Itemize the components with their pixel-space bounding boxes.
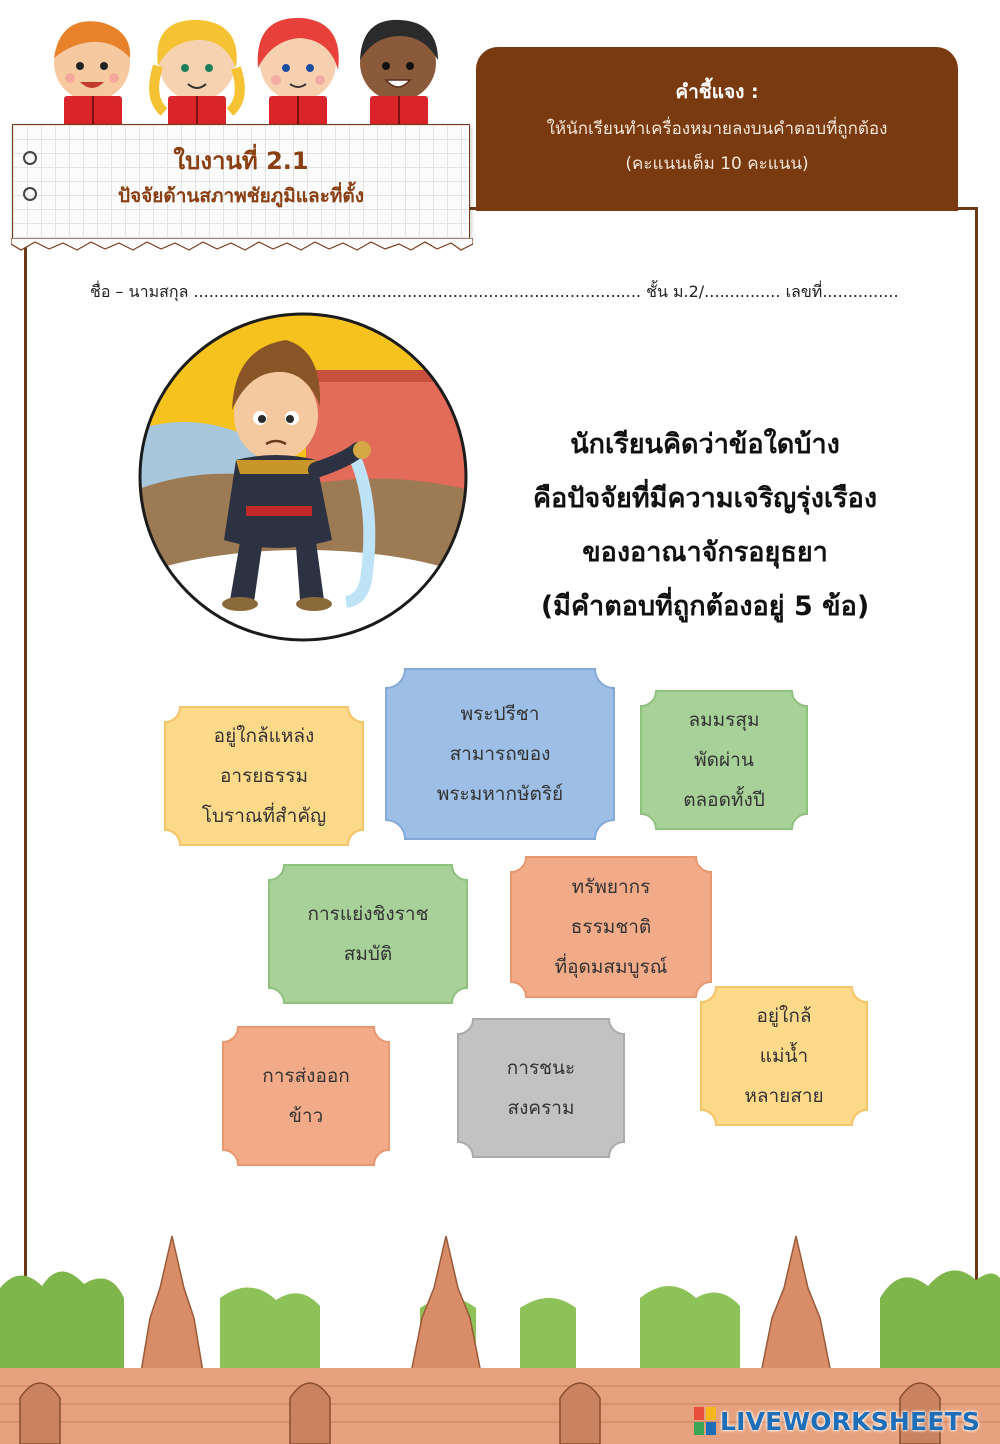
liveworksheets-icon [694,1407,716,1435]
question-hint: (มีคำตอบที่ถูกต้องอยู่ 5 ข้อ) [540,591,870,622]
answer-option-label: ทรัพยากร ธรรมชาติ ที่อุดมสมบูรณ์ [554,876,668,978]
instructions-box [476,47,958,211]
question-line-3: ของอาณาจักรอยุธยา [582,537,828,568]
answer-option-king-ability[interactable] [385,668,615,840]
liveworksheets-brand: LIVEWORKSHEETS [720,1406,981,1436]
instructions-title: คำชี้แจง : [675,81,759,103]
title-card [12,124,470,240]
answer-option-throne-struggle[interactable] [268,864,468,1004]
kid-4 [360,20,438,130]
liveworksheets-logo [694,1404,980,1438]
answer-option-label: การส่งออก ข้าว [262,1065,350,1127]
answer-option-ancient-civilization[interactable] [164,706,364,846]
kids-reading-illustration [40,8,460,133]
answer-option-monsoon[interactable] [640,690,808,830]
student-info-line: ชื่อ – นามสกุล ........................................................................................ ชั้น ม.2/............... เลขที่............... [90,282,899,301]
kid-1 [54,21,130,130]
worksheet-number: ใบงานที่ 2.1 [173,147,309,175]
question-text [500,418,910,634]
answer-option-natural-resources[interactable] [510,856,712,998]
worksheet-topic: ปัจจัยด้านสภาพชัยภูมิและที่ตั้ง [117,185,365,207]
kid-3 [258,18,339,130]
answer-option-rice-export[interactable] [222,1026,390,1166]
answer-option-label: การแย่งชิงราช สมบัติ [307,903,429,965]
answer-option-label: อยู่ใกล้แหล่ง อารยธรรม โบราณที่สำคัญ [201,725,327,827]
question-line-1: นักเรียนคิดว่าข้อใดบ้าง [570,429,840,460]
instructions-score: (คะแนนเต็ม 10 คะแนน) [625,154,809,174]
kid-2 [154,20,240,130]
answer-option-label: อยู่ใกล้ แม่น้ำ หลายสาย [744,1005,824,1107]
answer-option-label: การชนะ สงคราม [506,1057,576,1119]
answer-option-label: พระปรีชา สามารถของ พระมหากษัตริย์ [436,703,564,805]
answer-option-label: ลมมรสุม พัดผ่าน ตลอดทั้งปี [683,709,765,811]
question-line-2: คือปัจจัยที่มีความเจริญรุ่งเรือง [532,483,878,514]
king-naresuan-illustration [136,310,470,644]
answer-option-near-rivers[interactable] [700,986,868,1126]
torn-edge [11,238,473,252]
instructions-text: ให้นักเรียนทำเครื่องหมายลงบนคำตอบที่ถูกต้อง [546,119,888,139]
answer-option-war-victory[interactable] [457,1018,625,1158]
